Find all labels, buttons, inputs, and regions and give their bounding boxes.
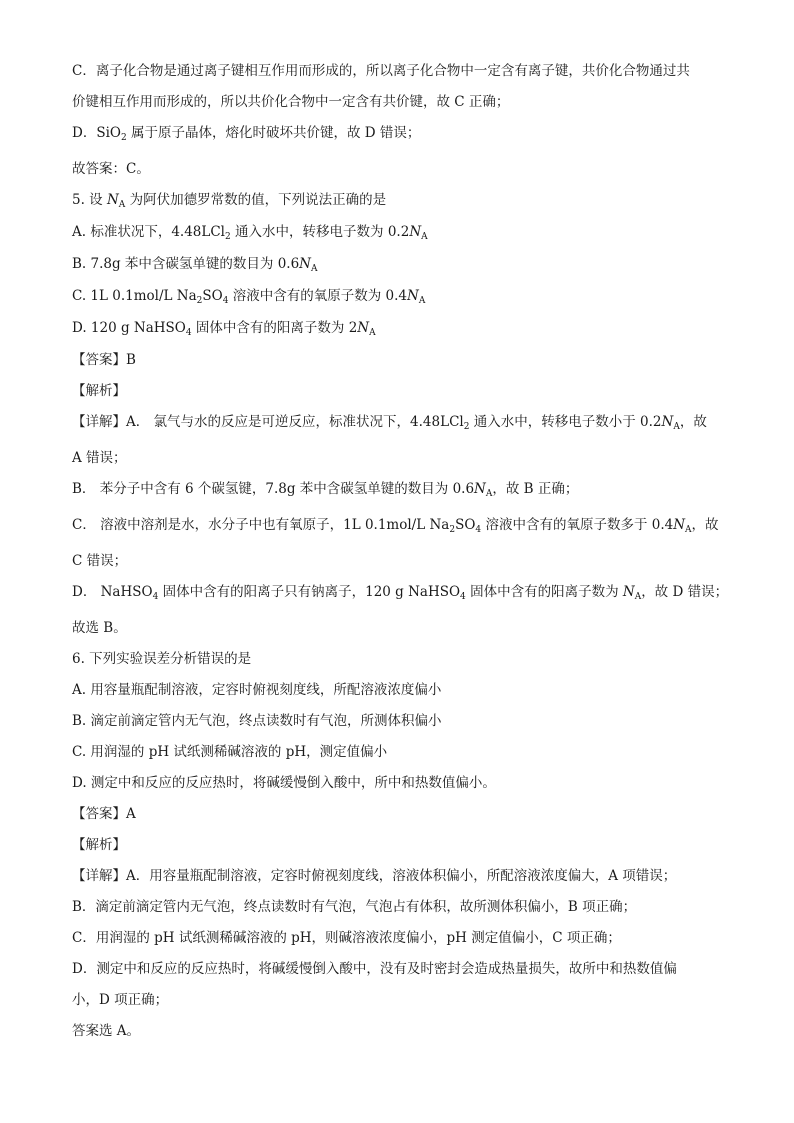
- q5-stem: 5. 设 $N_A$ 为阿伏加德罗常数的值，下列说法正确的是: [72, 192, 387, 210]
- q5-detail-b: B． 苯分子中含有 6 个碳氢键，7.8g 苯中含碳氢单键的数目为 $0.6N_A$，故 B 正确；: [72, 481, 579, 499]
- q6-option-a: A. 用容量瓶配制溶液，定容时俯视刻度线，所配溶液浓度偏小: [72, 682, 442, 698]
- q5-option-c: C. 1L 0.1mol/L $Na_2SO_4$ 溶液中含有的氧原子数为 $0.4N_A$: [72, 288, 426, 306]
- q5-detail-a-line1: 【详解】A． 氯气与水的反应是可逆反应，标准状况下，4.48LCl$_2$ 通入水中，转移电子数小于 $0.2N_A$，故: [72, 414, 707, 432]
- q6-option-d: D. 测定中和反应的反应热时，将碱缓慢倒入酸中，所中和热数值偏小。: [72, 775, 496, 791]
- q5-answer-tag: 【答案】B: [72, 352, 136, 368]
- q6-detail-b: B．滴定前滴定管内无气泡，终点读数时有气泡，气泡占有体积，故所测体积偏小，B 项正确；: [72, 899, 637, 915]
- q5-final-answer: 故选 B。: [72, 620, 127, 636]
- q6-detail-d-line1: D．测定中和反应的反应热时，将碱缓慢倒入酸中，没有及时密封会造成热量损失，故所中和热数值偏: [72, 961, 677, 977]
- q4-final-answer: 故答案：C。: [72, 161, 150, 177]
- q4-option-d-explanation: D．SiO$_2$ 属于原子晶体，熔化时破坏共价键，故 D 错误；: [72, 125, 421, 143]
- q5-detail-c-line1: C． 溶液中溶剂是水，水分子中也有氧原子，1L 0.1mol/L $Na_2SO_4$ 溶液中含有的氧原子数多于 $0.4N_A$，故: [72, 517, 719, 535]
- q5-option-d: D. 120 g NaHSO$_4$ 固体中含有的阳离子数为 $2N_A$: [72, 320, 376, 338]
- q6-detail-d-line2: 小，D 项正确；: [72, 992, 169, 1008]
- q6-analysis-tag: 【解析】: [72, 837, 126, 853]
- q6-final-answer: 答案选 A。: [72, 1023, 141, 1039]
- q5-option-b: B. 7.8g 苯中含碳氢单键的数目为 $0.6N_A$: [72, 256, 318, 274]
- q6-detail-a: 【详解】A．用容量瓶配制溶液，定容时俯视刻度线，溶液体积偏小，所配溶液浓度偏大，A 项错误；: [72, 868, 677, 884]
- q5-detail-d: D． NaHSO$_4$ 固体中含有的阳离子只有钠离子，120 g NaHSO$_4$ 固体中含有的阳离子数为 $N_A$，故 D 错误；: [72, 584, 729, 602]
- q4-option-c-explanation-line2: 价键相互作用而形成的，所以共价化合物中一定含有共价键，故 C 正确；: [72, 94, 510, 110]
- q5-detail-c-line2: C 错误；: [72, 553, 128, 569]
- q5-analysis-tag: 【解析】: [72, 383, 126, 399]
- q5-detail-a-line2: A 错误；: [72, 450, 127, 466]
- q6-option-c: C. 用润湿的 pH 试纸测稀碱溶液的 pH，测定值偏小: [72, 744, 388, 760]
- document-body: [72, 62, 729, 1053]
- q6-detail-c: C．用润湿的 pH 试纸测稀碱溶液的 pH，则碱溶液浓度偏小，pH 测定值偏小，C 项正确；: [72, 930, 621, 946]
- q6-answer-tag: 【答案】A: [72, 806, 136, 822]
- q4-option-c-explanation-line1: C．离子化合物是通过离子键相互作用而形成的，所以离子化合物中一定含有离子键，共价化合物通过共: [72, 63, 690, 79]
- q6-stem: 6. 下列实验误差分析错误的是: [72, 651, 252, 667]
- q5-option-a: A. 标准状况下，4.48LCl$_2$ 通入水中，转移电子数为 $0.2N_A$: [72, 224, 428, 242]
- q6-option-b: B. 滴定前滴定管内无气泡，终点读数时有气泡，所测体积偏小: [72, 713, 442, 729]
